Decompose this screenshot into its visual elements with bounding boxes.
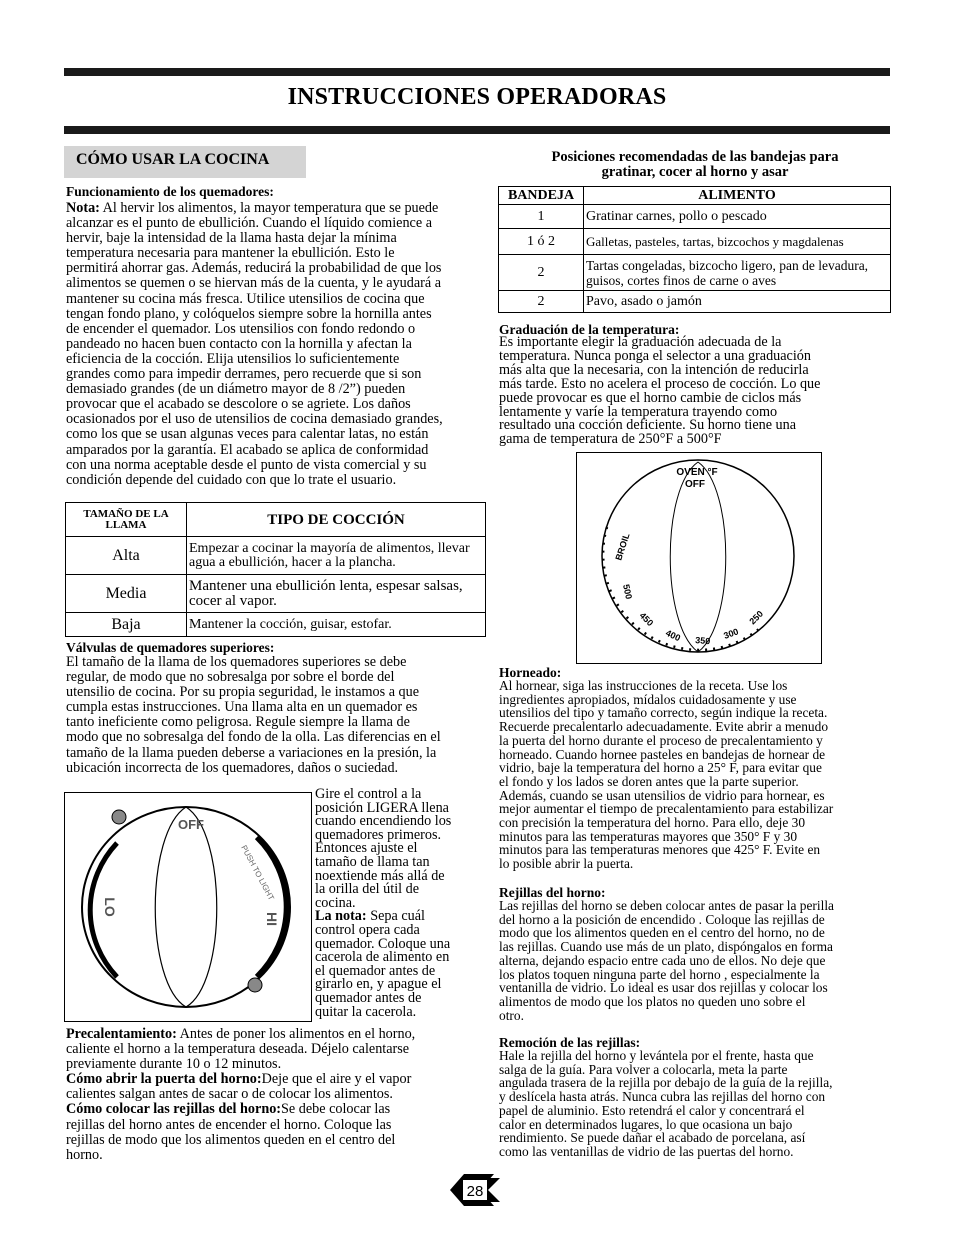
temp-line: más alta que la necesaria, con la intención de reducirla [499,361,809,378]
racks-label: Cómo colocar las rejillas del horno: [66,1101,282,1118]
note2-line: control opera cada [315,921,420,938]
rejillas-line: alterna, dejando espacio entre cada uno de ellos. No deje que [499,952,826,968]
knob-text-line: noextiende más allá de [315,867,445,884]
table-row [66,537,486,575]
burners-note [66,201,494,488]
table-row [499,205,891,229]
temp-line: Es importante elegir la graduación adecuada de la [499,334,782,350]
bake-line: Recuerde precalentarlo adecuadamente. Evite abrir a menudo [499,719,829,735]
food-cell: Tartas congeladas, bizcocho ligero, pan de levadura, guisos, cortes finos de carne o aves [584,255,891,291]
flame-header-type: TIPO DE COCCIÓN [187,503,486,537]
valves-line: regular, de modo que no sobresalga por sobre el borde del [66,669,395,686]
bake-line: la puerta del horno durante el proceso de precalentamiento y [499,732,823,748]
bake-line: vidrio, baje la temperatura del horno a 25° F, para evitar que [499,760,822,776]
bake-line: lo posible abrir la puerta. [499,856,634,872]
note-line: grandes como para impedir derrames, pero recuerde que si son [66,366,422,383]
oven-knob-label-broil: BROIL [613,531,632,562]
rejillas-line: modo que los alimentos queden en el centro del horno, no de [499,925,825,941]
burner-knob-lo-label: LO [102,897,118,917]
tray-cell: 1 ó 2 [499,229,584,255]
bake-line: Al hornear, siga las instrucciones de la receta. Use los [499,678,788,693]
note-label: Nota: [66,200,100,216]
tray-heading-line: gratinar, cocer al horno y asar [601,164,789,180]
knob-text-line: cuando encendiendo los [315,813,452,830]
tray-cell: 2 [499,291,584,313]
note2-label: La nota: [315,908,367,925]
tray-cell: 1 [499,205,584,229]
bake-text [499,679,891,871]
note-line: amparados por la garantía. El acabado se aplica de conformidad [66,441,429,458]
note2-line: el quemador antes de [315,962,436,979]
burner-knob-hi-label: HI [264,912,280,926]
note-line: alcanzar es el punto de ebullición. Cuando el líquido comience a [66,215,432,232]
knob-text-line: quemadores primeros. [315,826,442,843]
preheat-label: Precalentamiento: [66,1026,177,1042]
preheat-line: caliente el horno a la temperatura deseada. Déjelo calentarse [66,1041,410,1058]
flame-size-cell: Media [66,575,187,613]
valves-line: cumpla estas instrucciones. Una llama alta en un quemador es [66,699,418,716]
rejillas-line: los platos toquen ninguna parte del horno , especialmente la [499,966,820,982]
note-line: eficiencia de la cocción. Elija utensilios lo suficientemente [66,350,400,367]
knob-text-line: la orilla del útil de [315,881,420,898]
remocion-line: papel de aluminio. Esto retendrá el calor y concentrará el [499,1102,805,1118]
temp-heading: Graduación de la temperatura: [499,322,680,337]
burner-knob-drawing [65,793,311,1021]
valves-line: El tamaño de la llama de los quemadores superiores se debe [66,654,407,670]
note-line: ocasionados por el uso de utensilios de cocina demasiado grandes, [66,411,443,428]
oven-knob-label-250: 250 [747,608,766,627]
valves-line: tanto ineficiente como peligrosa. Regule siempre la llama de [66,714,410,731]
knob-text-line: cocina. [315,894,356,911]
rejillas-line: ventanilla de vidrio. Lo ideal es usar dos rejillas y colocar los [499,980,828,996]
temp-line: resultado una cocción deficiente. Su horno tiene una [499,417,797,434]
table-row [499,229,891,255]
tray-heading [498,150,892,180]
note-line: alimentos se quemen o se hiervan más de la cuenta, y le ayudará a [66,275,442,292]
note-line: de encender el quemador. Los utensilios con fondo redondo o [66,320,416,337]
note2-line: Sepa cuál [366,908,425,925]
note-line: como los que se usan algunas veces para calentar latas, no están [66,426,429,443]
page-number-graphic [446,1168,506,1212]
note-line: condición depende del cuidado con que lo trate el usuario. [66,471,397,488]
burner-knob-off-label: OFF [178,817,204,832]
remocion-line: Hale la rejilla del horno y levántela por el frente, hasta que [499,1048,814,1063]
bake-line: utensilios del tipo y tamaño correcto, según indique la receta. [499,705,828,721]
valves-line: ubicación incorrecta de los quemadores, daños o suciedad. [66,759,399,776]
door-line: calientes salgan antes de sacar o de colocar los alimentos. [66,1086,393,1103]
note2-line: quitar la cacerola. [315,1003,417,1020]
burner-knob-dot [248,978,262,992]
bake-line: con precisión la temperatura del horno. Para ello, deje 30 [499,815,806,831]
flame-size-cell: Baja [66,613,187,637]
temp-text [499,336,891,447]
food-cell: Pavo, asado o jamón [584,291,891,313]
valves-heading: Válvulas de quemadores superiores: [66,640,275,655]
preheat-line: previamente durante 10 o 12 minutos. [66,1056,282,1073]
note2-line: quemador antes de [315,989,422,1006]
temp-line: puede provocar es que el horno cambie de ciclos más [499,389,802,406]
note2-line: girarlo en, y apague el [315,976,442,993]
page-number-badge [446,1168,506,1212]
door-line: Deje que el aire y el vapor [261,1071,412,1088]
bake-line: ingredientes apropiados, mídalos cuidadosamente y use [499,691,797,707]
table-row [66,575,486,613]
rejillas-heading: Rejillas del horno: [499,885,606,900]
tray-cell: 2 [499,255,584,291]
remocion-line: como las ventanillas de vidrio de las puertas del horno. [499,1143,794,1159]
temp-line: lentamente y varíe la temperatura trayendo como [499,403,778,420]
rejillas-line: Las rejillas del horno se deben colocar antes de pasar la perilla [499,898,834,913]
rejillas-line: las rejillas. Cuando use más de un plato, dispóngalos en forma [499,939,833,955]
tray-header-tray: BANDEJA [499,187,584,205]
flame-type-cell: Mantener una ebullición lenta, espesar salsas, cocer al vapor. [187,575,486,613]
racks-line: rejillas del horno antes de encender el horno. Coloque las [66,1116,392,1133]
note-line: hervir, baje la intensidad de la llama hasta dejar la mínima [66,230,397,247]
note-line: temperatura necesaria para mantener la ebullición. Esto le [66,245,395,262]
title-underline-rule [64,126,890,134]
oven-knob-label-350: 350 [694,635,711,647]
flame-type-cell: Empezar a cocinar la mayoría de alimentos, llevar agua a ebullición, hacer a la plancha. [187,537,486,575]
temp-line: más tarde. Esto no acelera el proceso de cocción. Lo que [499,375,821,392]
oven-knob-drawing [577,453,821,663]
burner-knob-dot [112,810,126,824]
flame-size-cell: Alta [66,537,187,575]
door-label: Cómo abrir la puerta del horno: [66,1071,262,1088]
rejillas-line: del horno a la posición de encendido . Coloque las rejillas de [499,911,825,927]
racks-line: horno. [66,1146,103,1163]
tray-header-food: ALIMENTO [584,187,891,205]
bake-line: mejor aumentar el tiempo de precalentamiento para estabilizar [499,801,834,817]
note-line: permitirá ahorrar gas. Además, reducirá la probabilidad de que los [66,260,442,277]
temp-line: temperatura. Nunca ponga el selector a una graduación [499,347,811,364]
burners-heading: Funcionamiento de los quemadores: [66,184,274,199]
page-title: INSTRUCCIONES OPERADORAS [287,84,667,110]
remocion-line: y deslícela hasta atrás. Nunca cubra las rejillas del horno con [499,1089,826,1105]
flame-header-size: TAMAÑO DE LA LLAMA [66,503,187,537]
knob-text-line: posición LIGERA llena [315,799,449,816]
burner-knob-figure [64,792,312,1022]
burner-knob-push-label: PUSH TO LIGHT [239,843,276,902]
note2-line: cacerola de alimento en [315,949,450,966]
oven-knob-label-400: 400 [664,627,683,644]
table-row [499,255,891,291]
note-line: provocar que el acabado se descolore o se agriete. Los daños [66,396,411,413]
remocion-text [499,1049,891,1159]
page-number: 28 [466,1183,484,1200]
valves-line: utensilio de cocina. Por su propia seguridad, le instamos a que [66,684,420,701]
rejillas-line: otro. [499,1007,524,1023]
flame-size-table [65,502,486,637]
oven-knob-label-oven: OVEN °F [676,467,718,478]
valves-line: modo que no sobresalga del fondo de la olla. Las diferencias en el [66,729,441,746]
note-line: con una norma aceptable desde el punto de vista comercial y su [66,456,427,473]
bake-line: minutos para las temperaturas mayores que 350° F y 30 [499,828,798,844]
note-line: mantener su cocina más fresca. Utilice utensilios de cocina que [66,290,425,307]
flame-type-cell: Mantener la cocción, guisar, estofar. [187,613,486,637]
note-line: tengan fondo plano, y colóquelos siempre sobre la hornilla antes [66,305,432,322]
oven-knob-label-off: OFF [685,479,705,490]
preheat-door-racks-text [66,1027,494,1163]
knob-text-line: Entonces ajuste el [315,840,418,857]
oven-knob-label-500: 500 [621,583,634,601]
temp-line: gama de temperatura de 250°F a 500°F [499,431,722,448]
section-label: CÓMO USAR LA COCINA [76,151,270,168]
knob-text-line: Gire el control a la [315,786,422,802]
section-label-box [64,146,306,178]
note-line: demasiado grandes (de un diámetro mayor de 8 /2”) pueden [66,381,406,398]
bake-line: horneado. Cuando hornee pasteles en bandejas de hornear de [499,746,826,762]
knob-text-line: tamaño de llama tan [315,853,430,870]
bake-line: minutos para las temperaturas menores que 425° F. Evite en [499,842,821,858]
table-row [499,291,891,313]
rejillas-text [499,899,891,1022]
valves-text [66,655,494,776]
table-row [66,613,486,637]
remocion-line: rendimiento. Se puede dañar el acabado de porcelana, así [499,1130,806,1146]
racks-line: rejillas de modo que los alimentos queden en el centro del [66,1131,396,1148]
preheat-line: Antes de poner los alimentos en el horno, [176,1026,416,1042]
rejillas-line: alimentos de modo que los platos no queden uno sobre el [499,993,806,1009]
food-cell: Gratinar carnes, pollo o pescado [584,205,891,229]
top-rule [64,68,890,76]
bake-line: Además, cuando se usan utensilios de vidrio para hornear, es [499,787,825,803]
note-line: pandeado no hacen buen contacto con la hornilla y afectan la [66,335,412,352]
tray-positions-table [498,186,891,313]
note-line: Al hervir los alimentos, la mayor temperatura que se puede [102,200,439,216]
bake-line: el fondo y los lados se doren antes que la parte superior. [499,773,799,789]
note2-line: quemador. Coloque una [315,935,451,952]
remocion-line: salga de la guía. Para volver a colocarla, meta la parte [499,1061,788,1077]
knob-instructions [315,788,495,1019]
oven-knob-figure [576,452,822,664]
remocion-heading: Remoción de las rejillas: [499,1035,641,1050]
valves-line: tamaño de la llama pueden deberse a variaciones en la presión, la [66,744,437,761]
remocion-line: calor en determinados lugares, lo que ocasiona un bajo [499,1116,793,1132]
food-cell: Galletas, pasteles, tartas, bizcochos y magdalenas [584,229,891,255]
remocion-line: angulada trasera de la rejilla por debajo de la guía de la rejilla, [499,1075,833,1091]
oven-knob-label-450: 450 [637,610,656,629]
oven-knob-label-300: 300 [722,626,740,641]
tray-heading-line: Posiciones recomendadas de las bandejas para [551,149,839,165]
bake-heading: Horneado: [499,665,562,680]
racks-line: Se debe colocar las [281,1101,391,1118]
